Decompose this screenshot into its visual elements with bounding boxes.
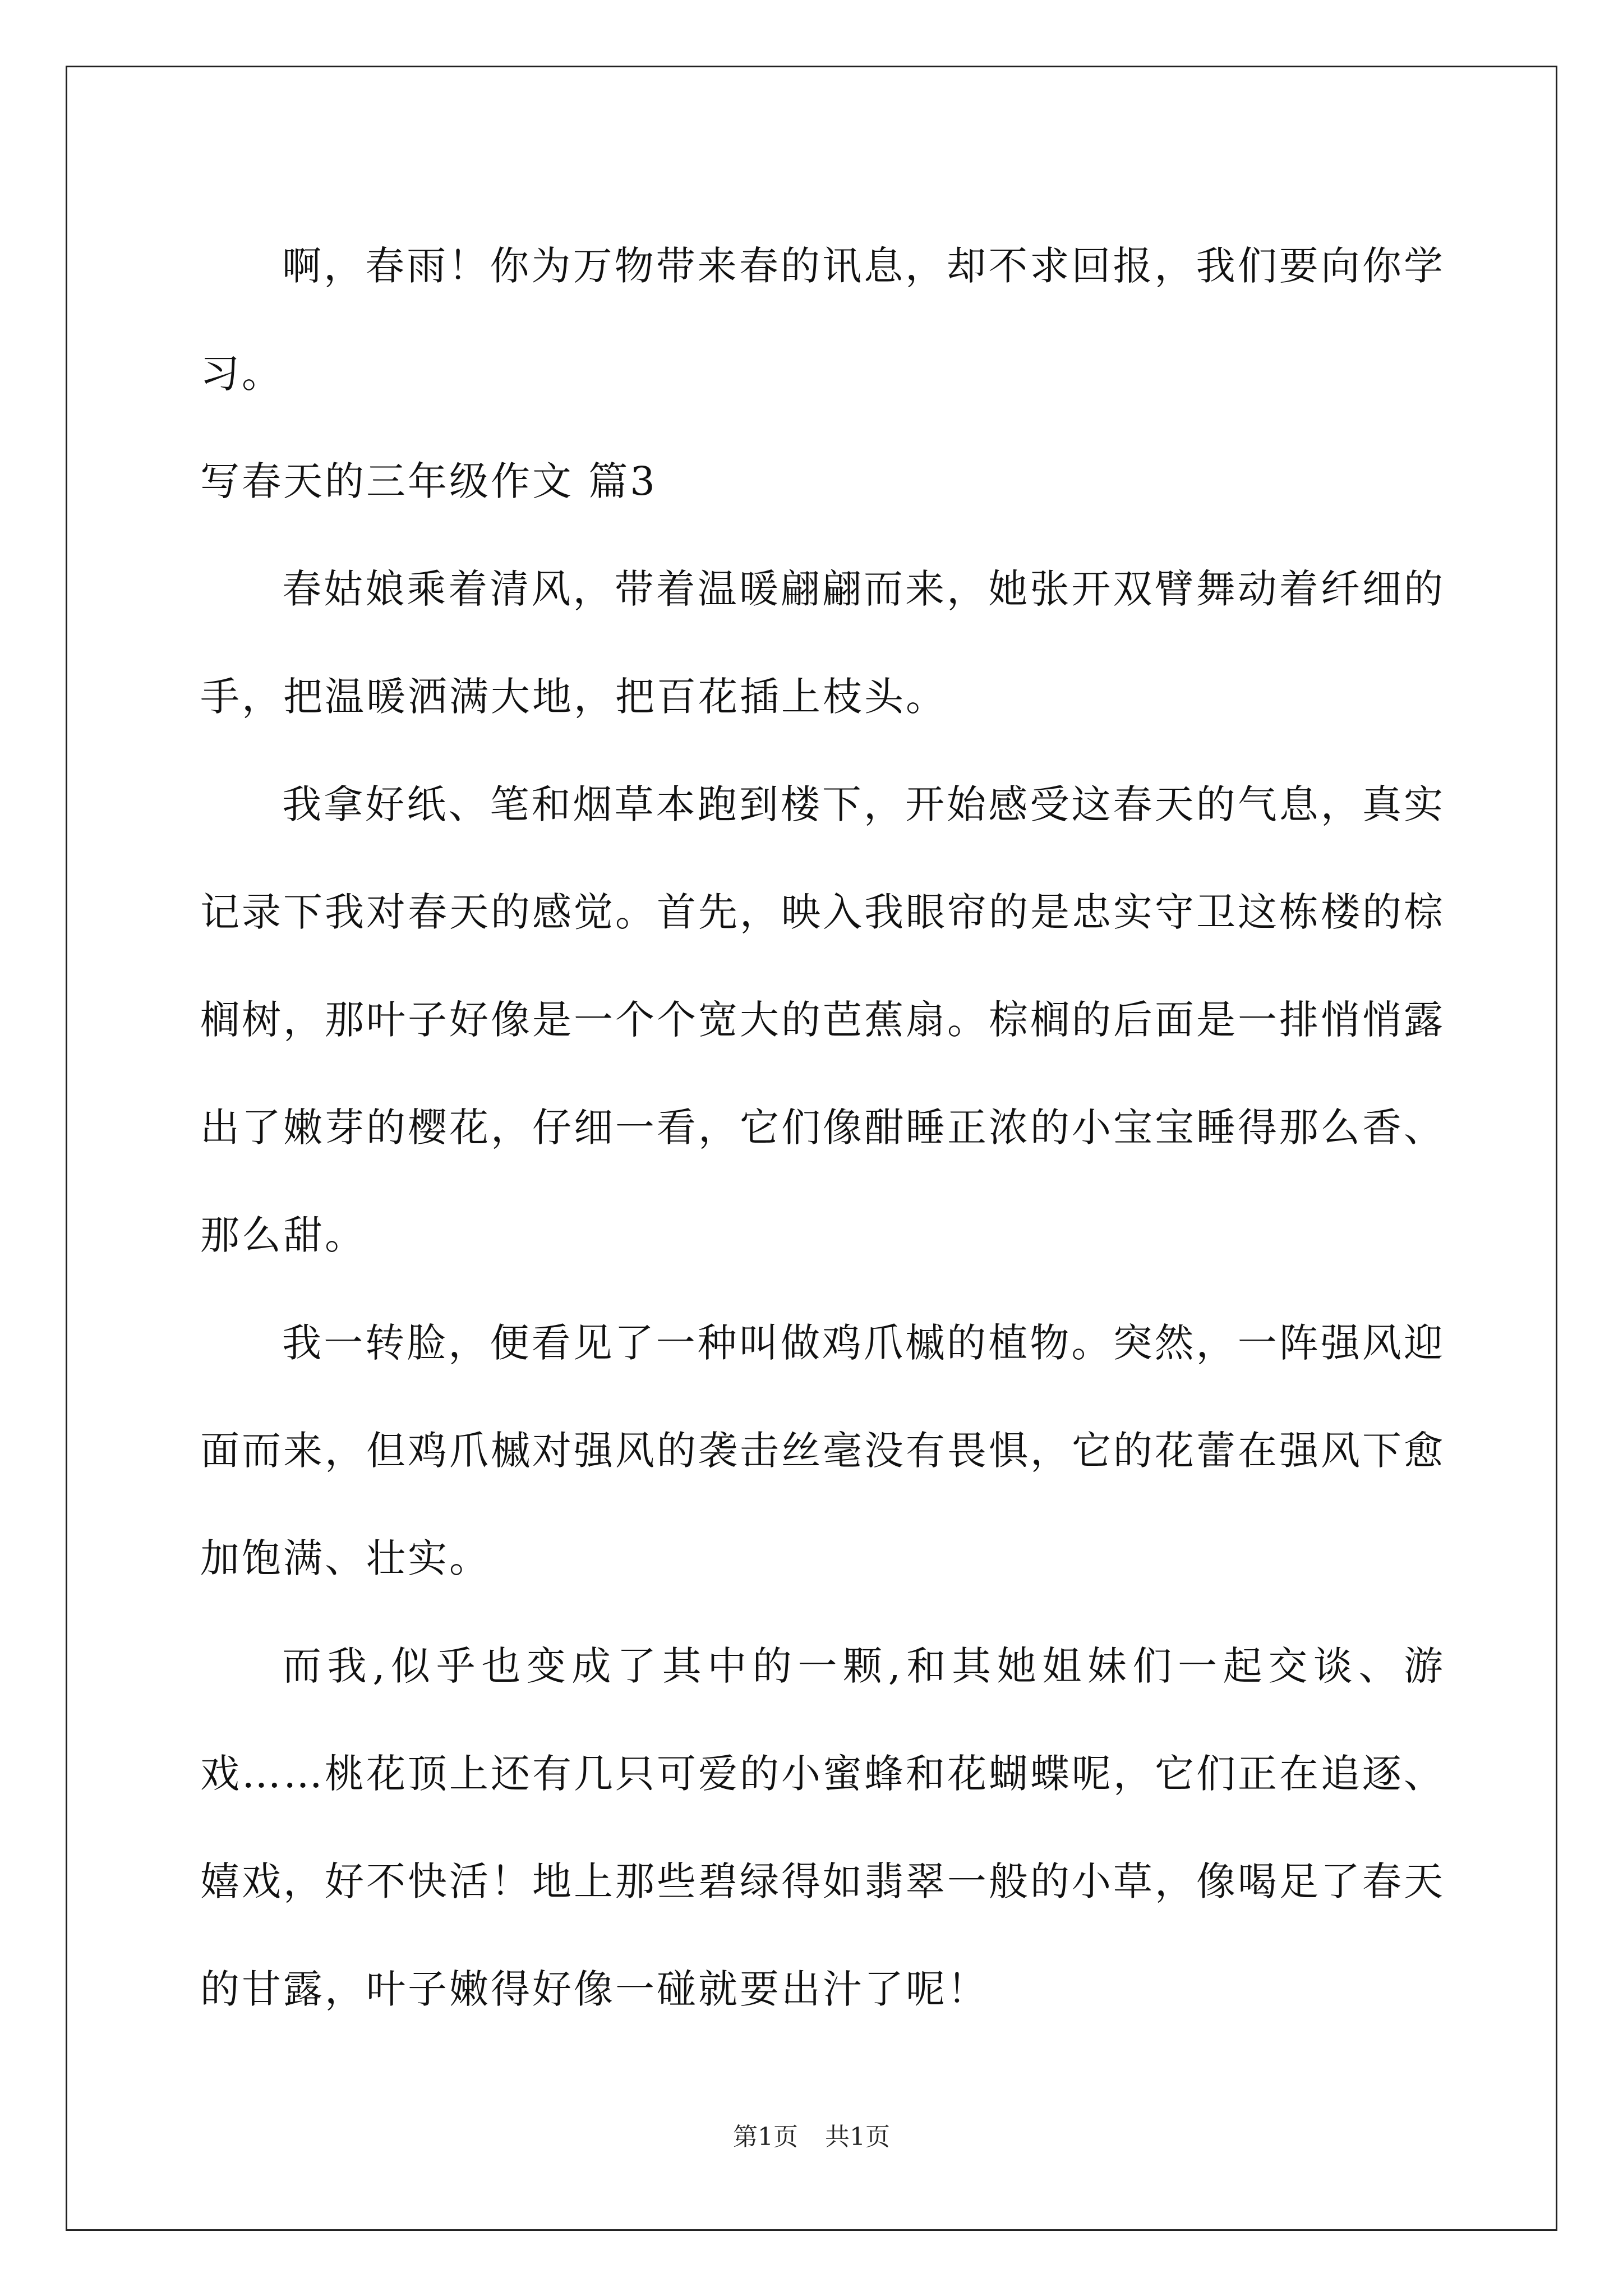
paragraph-spring-girl: 春姑娘乘着清风，带着温暖翩翩而来，她张开双臂舞动着纤细的手，把温暖洒满大地，把百花插上枝头。 (200, 566, 1445, 720)
page-number: 第1页 (733, 2123, 798, 2151)
paragraph-observation: 我拿好纸、笔和烟草本跑到楼下，开始感受这春天的气息，真实记录下我对春天的感觉。首先，映入我眼帘的是忠实守卫这栋楼的棕榈树，那叶子好像是一个个宽大的芭蕉扇。棕榈的后面是一排悄悄露出了嫩芽的樱花，仔细一看，它们像酣睡正浓的小宝宝睡得那么香、那么甜。 (200, 781, 1445, 1258)
page-total: 共1页 (825, 2123, 890, 2151)
document-body (200, 212, 1445, 2043)
section-heading: 写春天的三年级作文 篇3 (200, 458, 657, 504)
paragraph-maple: 我一转脸，便看见了一种叫做鸡爪槭的植物。突然，一阵强风迎面而来，但鸡爪槭对强风的袭击丝毫没有畏惧，它的花蕾在强风下愈加饱满、壮实。 (200, 1320, 1445, 1581)
page-footer (0, 2120, 1623, 2154)
paragraph-peach-blossom: 而我,似乎也变成了其中的一颗,和其她姐妹们一起交谈、游戏……桃花顶上还有几只可爱的小蜜蜂和花蝴蝶呢，它们正在追逐、嬉戏，好不快活！地上那些碧绿得如翡翠一般的小草，像喝足了春天的甘露，叶子嫩得好像一碰就要出汁了呢！ (200, 1643, 1445, 2012)
paragraph-spring-rain: 啊，春雨！你为万物带来春的讯息，却不求回报，我们要向你学习。 (200, 243, 1445, 397)
